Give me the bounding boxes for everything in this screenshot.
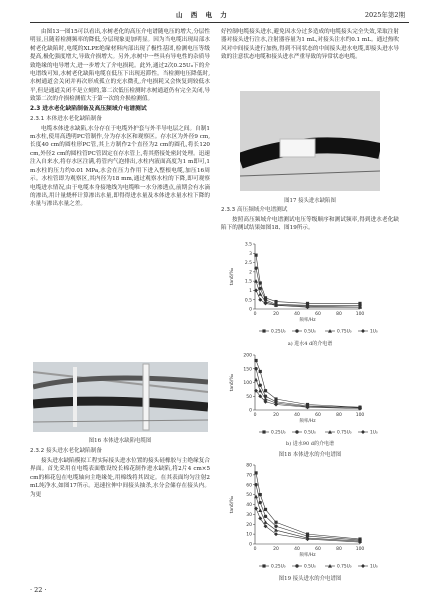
y-tick-label: 50 (246, 493, 252, 499)
data-point (262, 329, 265, 332)
legend-label: 0.25U₀ (271, 430, 286, 436)
x-tick-label: 40 (294, 312, 300, 317)
y-tick-label: 200 (243, 353, 252, 359)
y-tick-label: 2 (249, 270, 252, 276)
chart-18b-subcaption: b) 进水90 d的介电谱 (286, 441, 334, 447)
x-tick-label: 0 (253, 413, 257, 418)
journal-name: 山 西 电 力 (176, 11, 230, 19)
chart-18a-subcaption: a) 进水4 d的介电谱 (287, 341, 333, 347)
y-tick-label: 100 (243, 381, 252, 387)
y-tick-label: 50 (246, 394, 252, 400)
left-column (30, 28, 210, 209)
subsection-heading: 2.3.2 接头进水老化缺陷制备 (30, 448, 102, 454)
x-tick-label: 60 (315, 547, 321, 552)
y-tick-label: 150 (243, 367, 252, 373)
data-point (259, 493, 262, 496)
issue-label: 2025年第2期 (364, 11, 405, 19)
y-tick-label: 3.5 (244, 242, 252, 248)
page-header (0, 8, 427, 22)
data-point (361, 430, 365, 434)
y-tick-label: 0 (249, 408, 252, 414)
data-point (254, 266, 257, 269)
data-point (254, 483, 257, 486)
legend-label: 0.75U₀ (337, 430, 352, 436)
section-heading: 2.3 进水老化缺陷制备及高压频域介电谱测试 (30, 105, 147, 112)
x-tick-label: 60 (315, 413, 321, 418)
legend-label: 1U₀ (370, 329, 378, 335)
data-point (361, 329, 365, 333)
y-tick-label: 1 (249, 289, 252, 295)
legend-label: 0.5U₀ (304, 430, 316, 436)
data-point (254, 495, 258, 499)
data-point (264, 508, 267, 511)
data-point (254, 359, 257, 362)
legend-label: 0.5U₀ (304, 564, 316, 570)
x-tick-label: 100 (355, 413, 365, 418)
x-tick-label: 80 (336, 413, 342, 418)
data-point (254, 378, 258, 382)
x-axis-label: 频率/Hz (299, 553, 316, 558)
page-number: · 22 · (30, 586, 47, 594)
y-tick-label: 3 (249, 251, 252, 257)
data-point (264, 520, 268, 524)
paragraph: 好控制电缆接头进水,避免因水分过多造成的电缆接头完全失效,采取注射器对接头进行注水,注射器容量为1 mL,对接头注水约0.1 mL。通过热吹风对中间接头进行加热,得到不同状态的中间接头进水电缆,即接头进水导致的注意状态电缆和接头进水严重导致的异常状态电缆。 (221, 29, 399, 61)
y-tick-label: 70 (246, 473, 252, 479)
data-point (258, 516, 262, 520)
data-point (254, 471, 257, 474)
paragraph: 接头进水缺陷模拟工程实际接头进水位置的接头硅橡胶与主绝缘复合界面。首先采用在电缆表面敷设绞长棉花制作进水缺陷,将2片4 cm×5 cm的棉花包在电缆轴向主绝缘处,用棉线将其固定。在其表面均匀注射2 mL纯净水,如图17所示。迅速拉伸中间接头抽杀,水分会储存在接头内。为更 (30, 458, 210, 498)
y-tick-label: 0.5 (244, 298, 252, 304)
series-line (256, 485, 360, 540)
data-point (259, 501, 262, 504)
x-tick-label: 60 (315, 312, 321, 317)
data-point (258, 389, 262, 393)
data-point (254, 288, 258, 292)
right-column-lower (221, 205, 399, 233)
figure19-caption: 图19 接头进水的介电谱图 (278, 576, 342, 582)
subsection-heading: 2.3.1 本体进水老化缺陷制备 (30, 115, 102, 122)
figure17-photo (240, 91, 380, 191)
figure16-photo (33, 362, 208, 432)
x-tick-label: 100 (355, 547, 365, 552)
y-axis-label: tanδ/‰ (230, 373, 235, 392)
figure18-caption: 图18 本体进水的介电谱图 (278, 452, 342, 458)
paragraph: 电缆本体进水缺陷,水分存在于电缆外护套与外半导电层之间。自制1 m水柱,使用高透明PC管制作,分为存水区和观察区。存水区为外径9 cm,长度40 cm的圆柱形PC管,其上方制作2个直径为2 cm的圆孔,将长120 cm,外径2 cm的圆柱管PC管固定在存水管上,将其搭接处密封处理。迅速注入自来水,将存水区注满,将管内气泡排出,水柱内液面高度为1 m即可,1 m水柱的压力约0.01 MPa,水会在压力作用下进入整根电缆,加压16周示。水柱管即为观察区,其内径为18 mm,通过观察水柱的下降,即可观察电缆进水情况,由于电缆本身接地线为电缆唯一水分渗透点,前期会有水滴的渗出,用计量烧杯计算渗出水量,即得得进水量及本体进水量水柱下降的水量与渗出水量之差。 (30, 125, 210, 208)
y-tick-label: 40 (246, 503, 252, 509)
data-point (262, 430, 265, 433)
paragraph: 按照高压频域介电谱测试电压等级顺序和测试频率,得到进水老化缺陷下的测试结果如图18、图19所示。 (221, 217, 399, 232)
figure16-caption: 图16 本体进水缺陷电缆图 (88, 438, 152, 444)
y-tick-label: 0 (249, 307, 252, 313)
chart-18b (225, 350, 395, 438)
chart-18a (225, 239, 395, 337)
series-line (256, 255, 360, 303)
data-point (295, 329, 298, 332)
x-tick-label: 0 (253, 547, 257, 552)
x-axis-label: 频率/Hz (299, 318, 316, 323)
paragraph: 由图13一图15可以看出,水树老化的高压介电谱随电压的增大,分层性明显,且随着检测频率的降低,分层现象更加明显。因为当电缆出现局部水树老化缺陷时,电缆的XLPE绝缘材料内部出现了极性基团,检测电压等级提高,极化强度增大,导致介损增大。另外,水树中一些具有导电性的杂质导致绝缘的电导增大,进一步增大了介电损耗。此外,通过2次0.25U₀下的介电谱线可知,水树老化缺陷电缆在低压下出现迟滞性。当检测电压降低时,水树通道会关闭并再次形成孤立的充水微孔,介电损耗又会恢复到较低水平,但是通道关闭不是立刻的,第二次低压检测时水树通道仍有完全关闭,导致第二次的介损检测值大于第一次的介损检测值。 (30, 29, 210, 103)
figure17-caption: 图17 接头进水缺陷图 (284, 198, 336, 204)
y-tick-label: 0 (249, 542, 252, 548)
data-point (262, 564, 265, 567)
data-point (258, 298, 262, 302)
data-point (274, 525, 277, 528)
data-point (295, 430, 298, 433)
x-tick-label: 20 (273, 547, 279, 552)
legend-label: 1U₀ (370, 564, 378, 570)
x-tick-label: 80 (336, 547, 342, 552)
data-point (274, 528, 278, 532)
x-axis-label: 频率/Hz (299, 419, 316, 424)
data-point (258, 508, 262, 512)
legend-label: 0.5U₀ (304, 329, 316, 335)
data-point (254, 254, 257, 257)
legend-label: 1U₀ (370, 430, 378, 436)
y-tick-label: 2.5 (244, 261, 252, 267)
y-axis-label: tanδ/‰ (230, 495, 235, 514)
x-tick-label: 20 (273, 413, 279, 418)
series-line (256, 361, 360, 408)
y-tick-label: 60 (246, 483, 252, 489)
data-point (264, 389, 267, 392)
legend-label: 0.25U₀ (271, 564, 286, 570)
y-axis-label: tanδ/‰ (230, 267, 235, 286)
data-point (254, 506, 258, 510)
x-tick-label: 80 (336, 312, 342, 317)
data-point (264, 515, 267, 518)
y-tick-label: 10 (246, 532, 252, 538)
legend-label: 0.75U₀ (337, 329, 352, 335)
series-line (256, 473, 360, 539)
x-tick-label: 40 (294, 547, 300, 552)
data-point (258, 292, 262, 296)
y-tick-label: 30 (246, 512, 252, 518)
data-point (361, 564, 365, 568)
left-column-lower (30, 446, 210, 499)
x-tick-label: 20 (273, 312, 279, 317)
subsection-heading: 2.3.3 高压频域介电谱测试 (221, 207, 288, 213)
y-tick-label: 20 (246, 522, 252, 528)
legend-label: 0.75U₀ (337, 564, 352, 570)
header-rule (30, 22, 409, 23)
x-tick-label: 0 (253, 312, 257, 317)
x-tick-label: 40 (294, 413, 300, 418)
legend-label: 0.25U₀ (271, 329, 286, 335)
y-tick-label: 80 (246, 463, 252, 469)
data-point (259, 384, 262, 387)
data-point (259, 370, 262, 373)
data-point (295, 564, 298, 567)
right-column (221, 28, 399, 62)
data-point (274, 521, 277, 524)
y-tick-label: 1.5 (244, 279, 252, 285)
chart-19 (225, 460, 395, 572)
x-tick-label: 100 (355, 312, 365, 317)
data-point (254, 367, 257, 370)
